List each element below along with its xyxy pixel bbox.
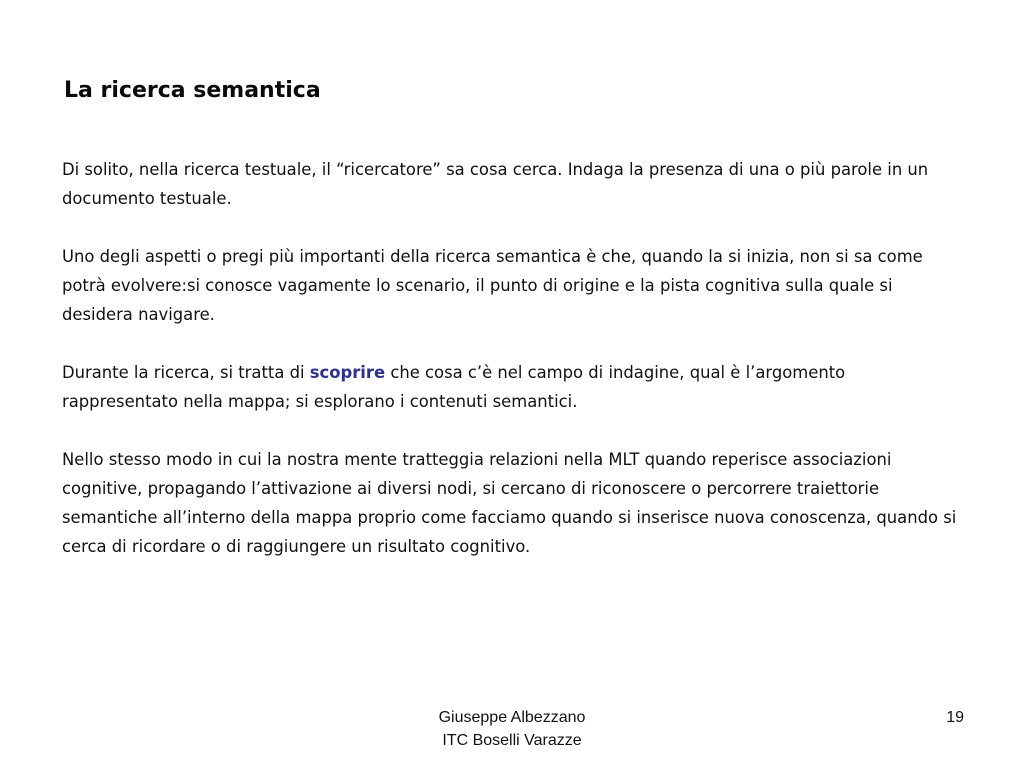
footer-school: ITC Boselli Varazze <box>442 732 582 749</box>
paragraph-text-search: Di solito, nella ricerca testuale, il “ricercatore” sa cosa cerca. Indaga la presenza di una o più parole in un documento testuale. <box>62 160 929 208</box>
paragraph-mind-relations: Nello stesso modo in cui la nostra mente tratteggia relazioni nella MLT quando reperisce associazioni cognitive, propagando l’attivazione ai diversi nodi, si cercano di riconoscere o percorrere traiettorie semantiche all’interno della mappa proprio come facciamo quando si inserisce nuova conoscenza, quando si cerca di ricordare o di raggiungere un risultato cognitivo. <box>62 450 957 556</box>
emphasis-scoprire: scoprire <box>309 363 386 382</box>
slide-body <box>62 155 957 590</box>
page-number: 19 <box>946 709 964 726</box>
slide-title: La ricerca semantica <box>64 78 321 103</box>
paragraph-semantic-search-aspects: Uno degli aspetti o pregi più importanti della ricerca semantica è che, quando la si inizia, non si sa come potrà evolvere:si conosce vagamente lo scenario, il punto di origine e la pista cognitiva sulla quale si desidera navigare. <box>62 247 923 324</box>
paragraph-discover-end: che cosa c’è nel campo di indagine, qual è l’argomento rappresentato nella mappa; si esplorano i contenuti semantici. <box>62 363 846 411</box>
footer-author-name: Giuseppe Albezzano <box>438 709 586 726</box>
footer-author <box>362 706 662 752</box>
paragraph-discover <box>62 358 957 416</box>
paragraph-discover-start: Durante la ricerca, si tratta di <box>62 363 310 382</box>
